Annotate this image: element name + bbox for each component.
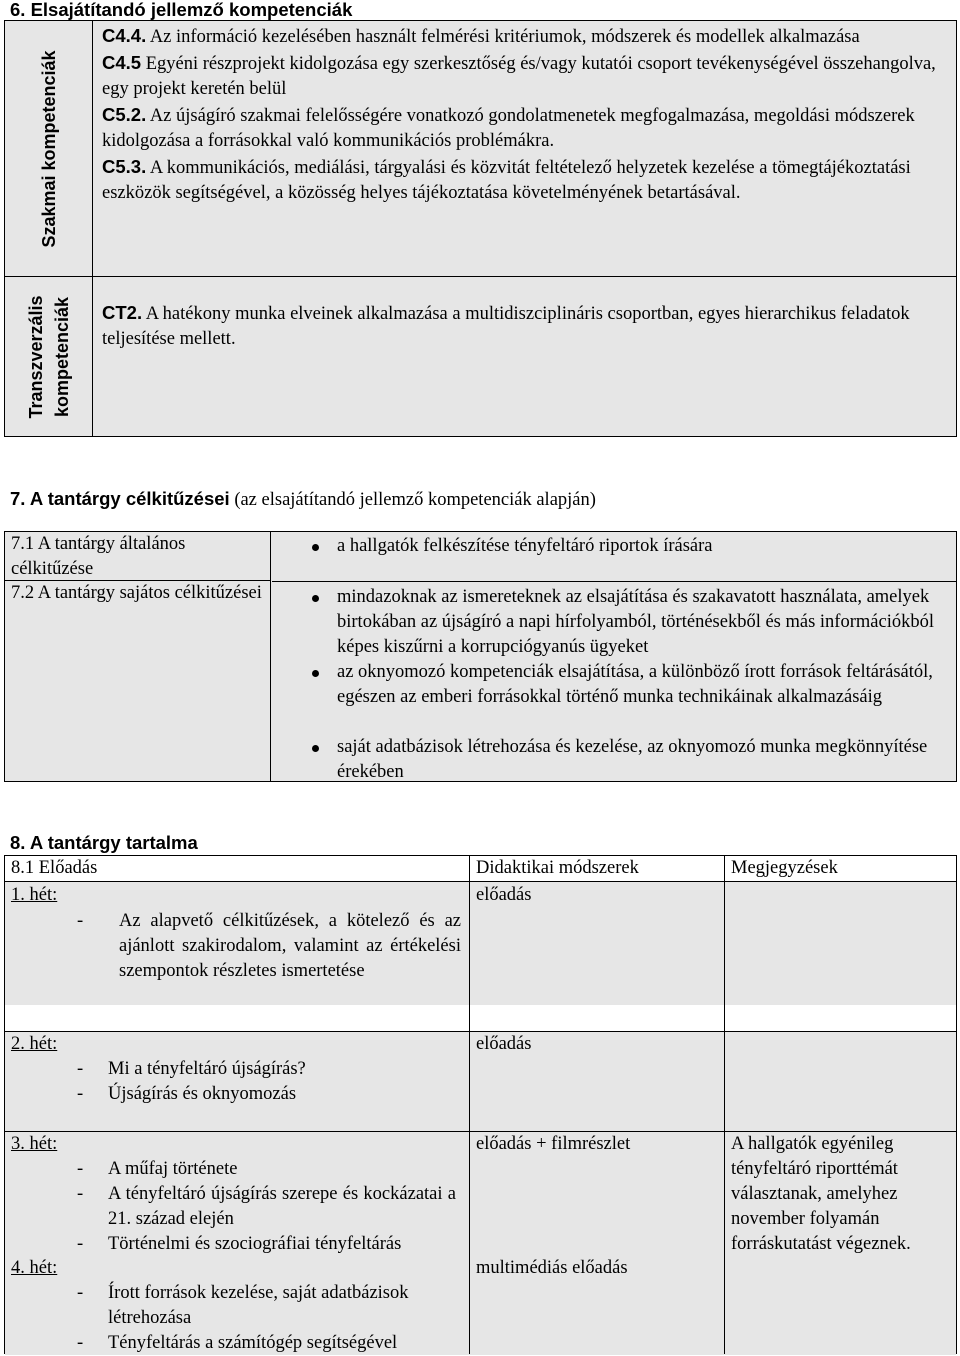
bullet-icon [312, 544, 319, 551]
bullet-icon [312, 670, 319, 677]
competency-item: C4.5 Egyéni részprojekt kidolgozása egy szerkesztőség és/vagy kutatói csoport tevékenységével összehangolva, egy projekt keretén belül [102, 52, 936, 99]
week-label: 1. hét: [11, 885, 58, 905]
week-label: 4. hét: [11, 1258, 58, 1278]
competency-item: CT2. A hatékony munka elveinek alkalmazása a multidiszciplináris csoportban, egyes hierarchikus feladatok teljesítése mellett. [102, 302, 910, 349]
method-cell: előadás + filmrészlet [476, 1134, 631, 1154]
method-cell: multimédiás előadás [476, 1258, 628, 1278]
table-row: 2. hét: - Mi a tényfeltáró újságírás? - Újságírás és oknyomozás előadás [5, 1031, 956, 1131]
row-label-cell [5, 21, 93, 276]
competency-item: C5.2. Az újságíró szakmai felelősségére vonatkozó gondolatmenetek megfogalmazása, megoldási módszerek kidolgozása a forrásokkal való kommunikációs problémákra. [102, 104, 915, 151]
header-methods: Didaktikai módszerek [476, 858, 639, 878]
competencies-table [4, 20, 957, 437]
week-label: 3. hét: [11, 1134, 58, 1154]
course-content-table [4, 855, 957, 1354]
column-divider [469, 856, 470, 1354]
professional-competencies-label: Szakmai kompetenciák [38, 49, 59, 248]
transversal-competencies-label: Transzverzális kompetenciák [25, 294, 72, 419]
section8-heading: 8. A tantárgy tartalma [10, 832, 198, 853]
method-cell: előadás [476, 885, 532, 905]
transversal-competencies-content [102, 300, 948, 352]
week-label: 2. hét: [11, 1034, 58, 1054]
objectives-content-column: a hallgatók felkészítése tényfeltáró riportok írására mindazoknak az ismereteknek az elsajátítása és szakavatott használata, amelyek birtokában az újságíró a napi hírfolyamból, történésekből és más információkból képes kiszűrni a korrupciógyanús ügyeket az oknyomozó kompetenciák elsajátítása, a különböző írott források feltárásától, egészen az emberi forrásokkal történő munka technikáinak alkalmazásáig saját adatbázisok létrehozása és kezelése, az oknyomozó munka megkönnyítése érekében [272, 532, 956, 781]
professional-competencies-row [5, 21, 956, 277]
competency-item: C4.4. Az információ kezelésében használt felmérési kritériumok, módszerek és modellek alkalmazása [102, 25, 860, 47]
table-header [5, 856, 956, 882]
objectives-label-column [5, 532, 271, 781]
method-cell: előadás [476, 1034, 532, 1054]
objectives-table [4, 531, 957, 782]
header-notes: Megjegyzések [731, 858, 838, 878]
transversal-competencies-row [5, 277, 956, 436]
section6-heading: 6. Elsajátítandó jellemző kompetenciák [10, 0, 353, 20]
table-row: 1. hét: - Az alapvető célkitűzések, a kötelező és az ajánlott szakirodalom, valamint az értékelési szempontok részletes ismertetése előadás [5, 882, 956, 1005]
header-lecture: 8.1 Előadás [11, 858, 98, 878]
table-row: 4. hét: - Írott források kezelése, saját adatbázisok létrehozása - Tényfeltárás a számítógép segítségével multimédiás előadás [5, 1256, 956, 1355]
specific-objectives-label: 7.2 A tantárgy sajátos célkitűzései [11, 583, 262, 603]
bullet-icon [312, 595, 319, 602]
divider [272, 581, 956, 582]
professional-competencies-content [102, 23, 948, 206]
column-divider [724, 856, 725, 1354]
section7-heading: 7. A tantárgy célkitűzései (az elsajátítandó jellemző kompetenciák alapján) [10, 488, 596, 510]
table-row: 3. hét: - A műfaj története - A tényfeltáró újságírás szerepe és kockázatai a 21. század elején - Történelmi és szociográfiai tényfeltárás előadás + filmrészlet A hallgatók egyénileg tényfeltáró riporttémát választanak, amelyhez november folyamán forráskutatást végeznek. [5, 1131, 956, 1257]
competency-item: C5.3. A kommunikációs, mediálási, tárgyalási és közvitát feltételező helyzetek kezelése a tömegtájékoztatási eszközök segítségével, a közösség helyes tájékoztatása követelményének betartásával. [102, 156, 911, 203]
general-objective-label: 7.1 A tantárgy általános célkitűzése [5, 532, 270, 581]
row-label-cell [5, 277, 93, 436]
note-cell: A hallgatók egyénileg tényfeltáró riporttémát választanak, amelyhez november folyamán forráskutatást végeznek. [731, 1134, 911, 1254]
bullet-icon [312, 745, 319, 752]
